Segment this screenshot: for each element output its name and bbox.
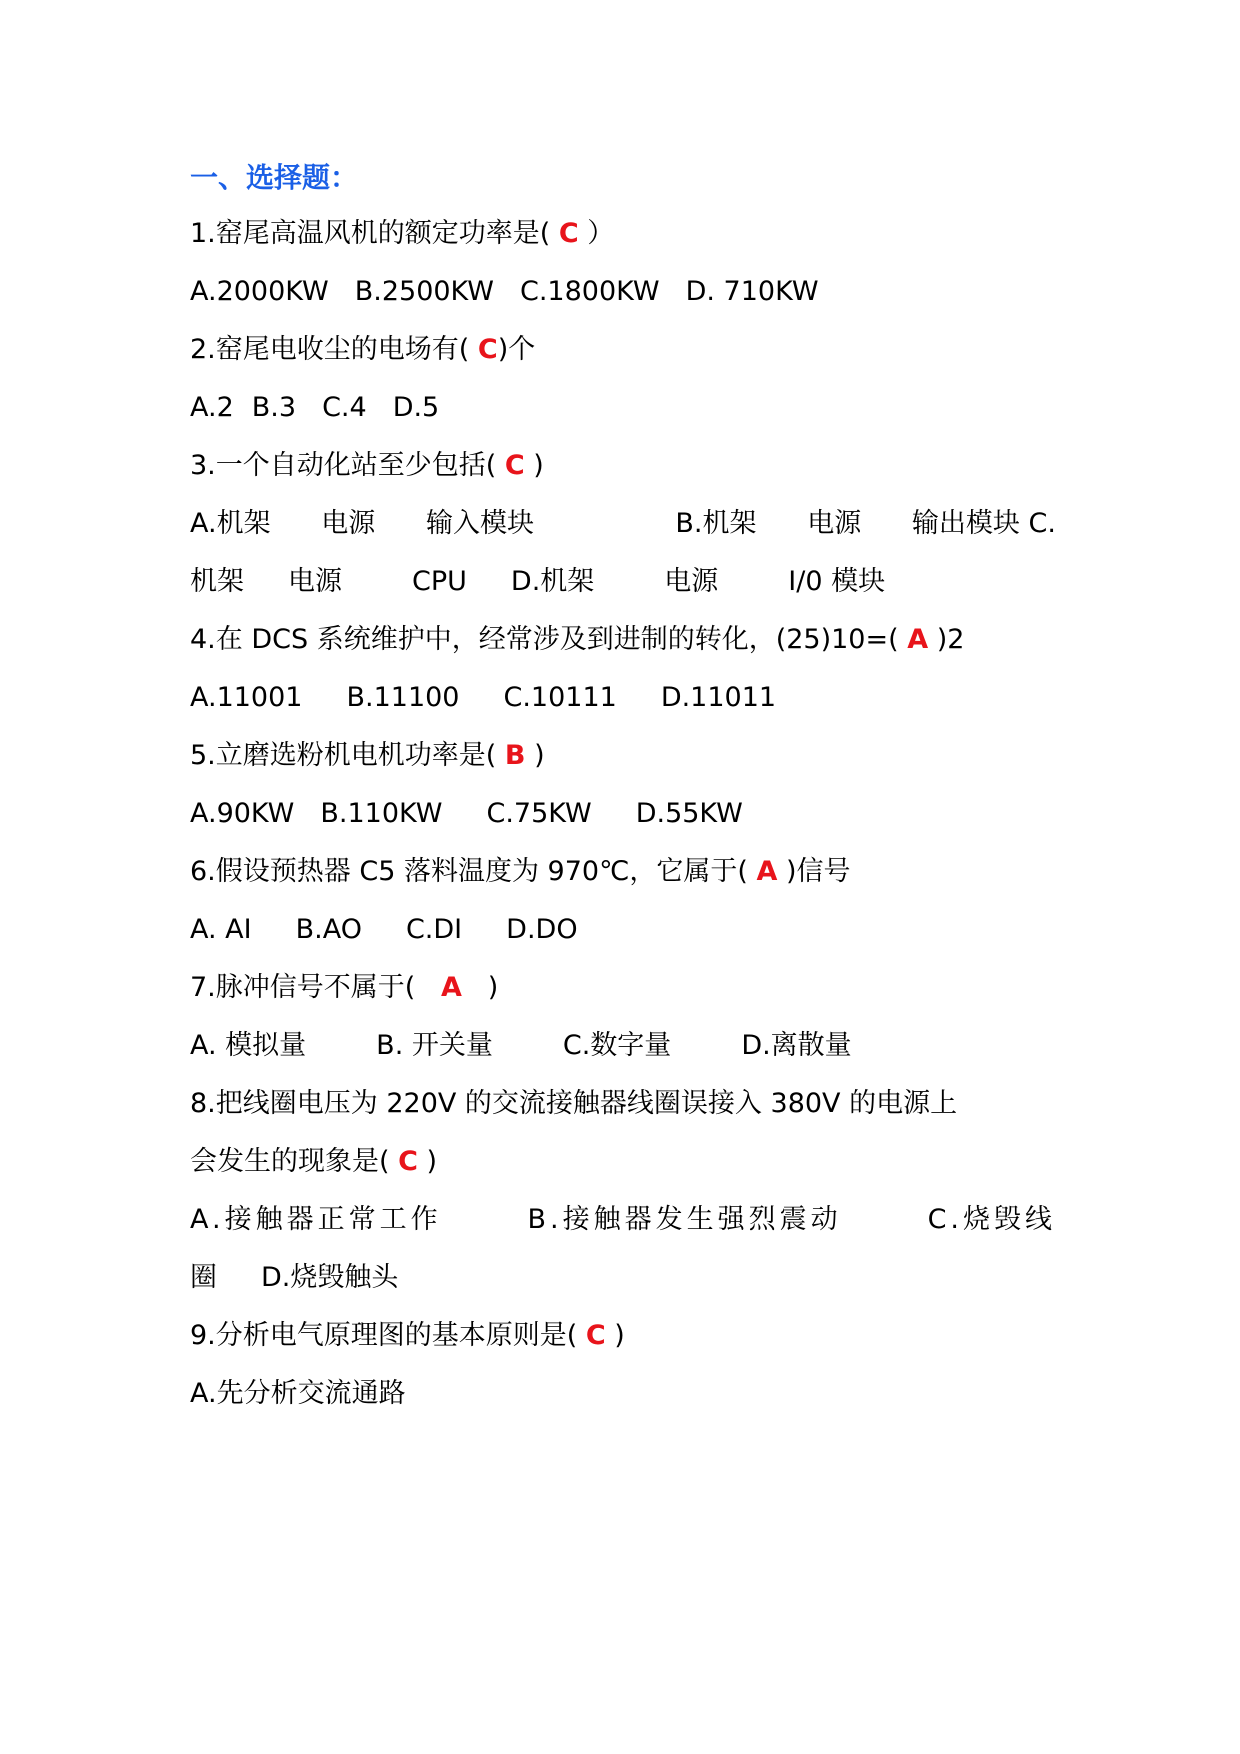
question-5-options (190, 794, 743, 834)
option-b: B.AO (295, 914, 362, 945)
option-c-part: 电源 (288, 566, 342, 597)
answer: C (585, 1320, 606, 1351)
answer: C (504, 450, 525, 481)
question-8-continued (190, 1142, 437, 1182)
question-text: 9.分析电气原理图的基本原则是( (190, 1320, 586, 1351)
question-text-end: )信号 (777, 856, 851, 887)
question-text: 会发生的现象是( (190, 1146, 399, 1177)
answer: C (398, 1146, 418, 1177)
answer: C (477, 334, 498, 365)
option-a: A.机架 (190, 508, 271, 539)
question-2-options (190, 388, 439, 428)
question-6 (190, 852, 851, 892)
option-d: D.5 (392, 392, 440, 423)
question-text: 1.窑尾高温风机的额定功率是( (190, 218, 559, 249)
question-text: 3.一个自动化站至少包括( (190, 450, 505, 481)
option-d: D.11011 (660, 682, 777, 713)
answer: A (441, 972, 462, 1003)
option-a: A.90KW (190, 798, 295, 829)
option-b: B.3 (251, 392, 297, 423)
question-text-end: ) (525, 740, 545, 771)
question-text: 2.窑尾电收尘的电场有( (190, 334, 478, 365)
option-a: A.11001 (190, 682, 303, 713)
question-8: 8.把线圈电压为 220V 的交流接触器线圈误接入 380V 的电源上 (190, 1088, 958, 1119)
answer: A (756, 856, 778, 887)
option-b: B.11100 (346, 682, 460, 713)
option-c-part: 机架 (190, 566, 244, 597)
option-c-part: 圈 (190, 1262, 217, 1293)
question-1-options (190, 272, 819, 312)
question-5 (190, 736, 545, 776)
option-b: B.2500KW (354, 276, 494, 307)
option-b: B. 开关量 (376, 1030, 493, 1061)
option-a: A.2 (190, 392, 234, 423)
question-text: 7.脉冲信号不属于( (190, 972, 442, 1003)
question-3-options-line1 (190, 504, 1056, 544)
option-a-part: 电源 (321, 508, 376, 539)
question-text-end: )2 (928, 624, 965, 655)
option-c: C.4 (322, 392, 367, 423)
question-text-end: ) (524, 450, 544, 481)
option-d: D.烧毁触头 (261, 1262, 399, 1293)
option-d: D. 710KW (685, 276, 819, 307)
option-d: D.55KW (635, 798, 743, 829)
question-4-options (190, 678, 776, 718)
question-text-end: ) (461, 972, 499, 1003)
option-b: B.机架 (675, 508, 757, 539)
option-d-part: I/0 模块 (788, 566, 886, 597)
question-2 (190, 330, 535, 370)
question-8-options-line2 (190, 1258, 398, 1298)
option-a: A. 模拟量 (190, 1030, 307, 1061)
option-c-part: CPU (412, 566, 467, 597)
option-c: C.烧毁线 (927, 1204, 1056, 1235)
option-a: A.2000KW (190, 276, 329, 307)
option-a-part: 输入模块 (425, 508, 534, 539)
option-c: C.数字量 (562, 1030, 672, 1061)
question-9 (190, 1316, 625, 1356)
question-3 (190, 446, 544, 486)
question-1 (190, 214, 614, 254)
question-text: 5.立磨选粉机电机功率是( (190, 740, 505, 771)
option-a: A.接触器正常工作 (190, 1204, 442, 1235)
option-b: B.接触器发生强烈震动 (527, 1204, 842, 1235)
option-b: B.110KW (320, 798, 443, 829)
answer: C (558, 218, 579, 249)
question-text: 6.假设预热器 C5 落料温度为 970℃，它属于( (190, 856, 757, 887)
question-text-end: )个 (497, 334, 536, 365)
option-c: C.10111 (503, 682, 617, 713)
answer: B (504, 740, 526, 771)
question-7 (190, 968, 498, 1008)
option-d: D.机架 (510, 566, 595, 597)
question-7-options (190, 1026, 852, 1066)
question-text-end: ) (417, 1146, 438, 1177)
option-c: C.1800KW (520, 276, 660, 307)
answer: A (907, 624, 929, 655)
option-b-part: 输出模块 C. (911, 508, 1056, 539)
question-text: 4.在 DCS 系统维护中，经常涉及到进制的转化，(25)10=( (190, 624, 908, 655)
option-c: C.75KW (486, 798, 592, 829)
option-a: A. AI (190, 914, 252, 945)
question-text-end: ） (578, 218, 615, 249)
option-d: D.离散量 (741, 1030, 852, 1061)
question-6-options (190, 910, 578, 950)
option-d-part: 电源 (664, 566, 719, 597)
question-8-options-line1 (190, 1200, 1056, 1240)
option-d: D.DO (506, 914, 578, 945)
question-3-options-line2 (190, 562, 885, 602)
question-4 (190, 620, 964, 660)
question-text-end: ) (605, 1320, 625, 1351)
option-a: A.先分析交流通路 (190, 1378, 406, 1409)
option-b-part: 电源 (807, 508, 862, 539)
option-c: C.DI (405, 914, 463, 945)
question-9-options (190, 1374, 406, 1414)
section-title: 一、选择题： (190, 161, 359, 194)
